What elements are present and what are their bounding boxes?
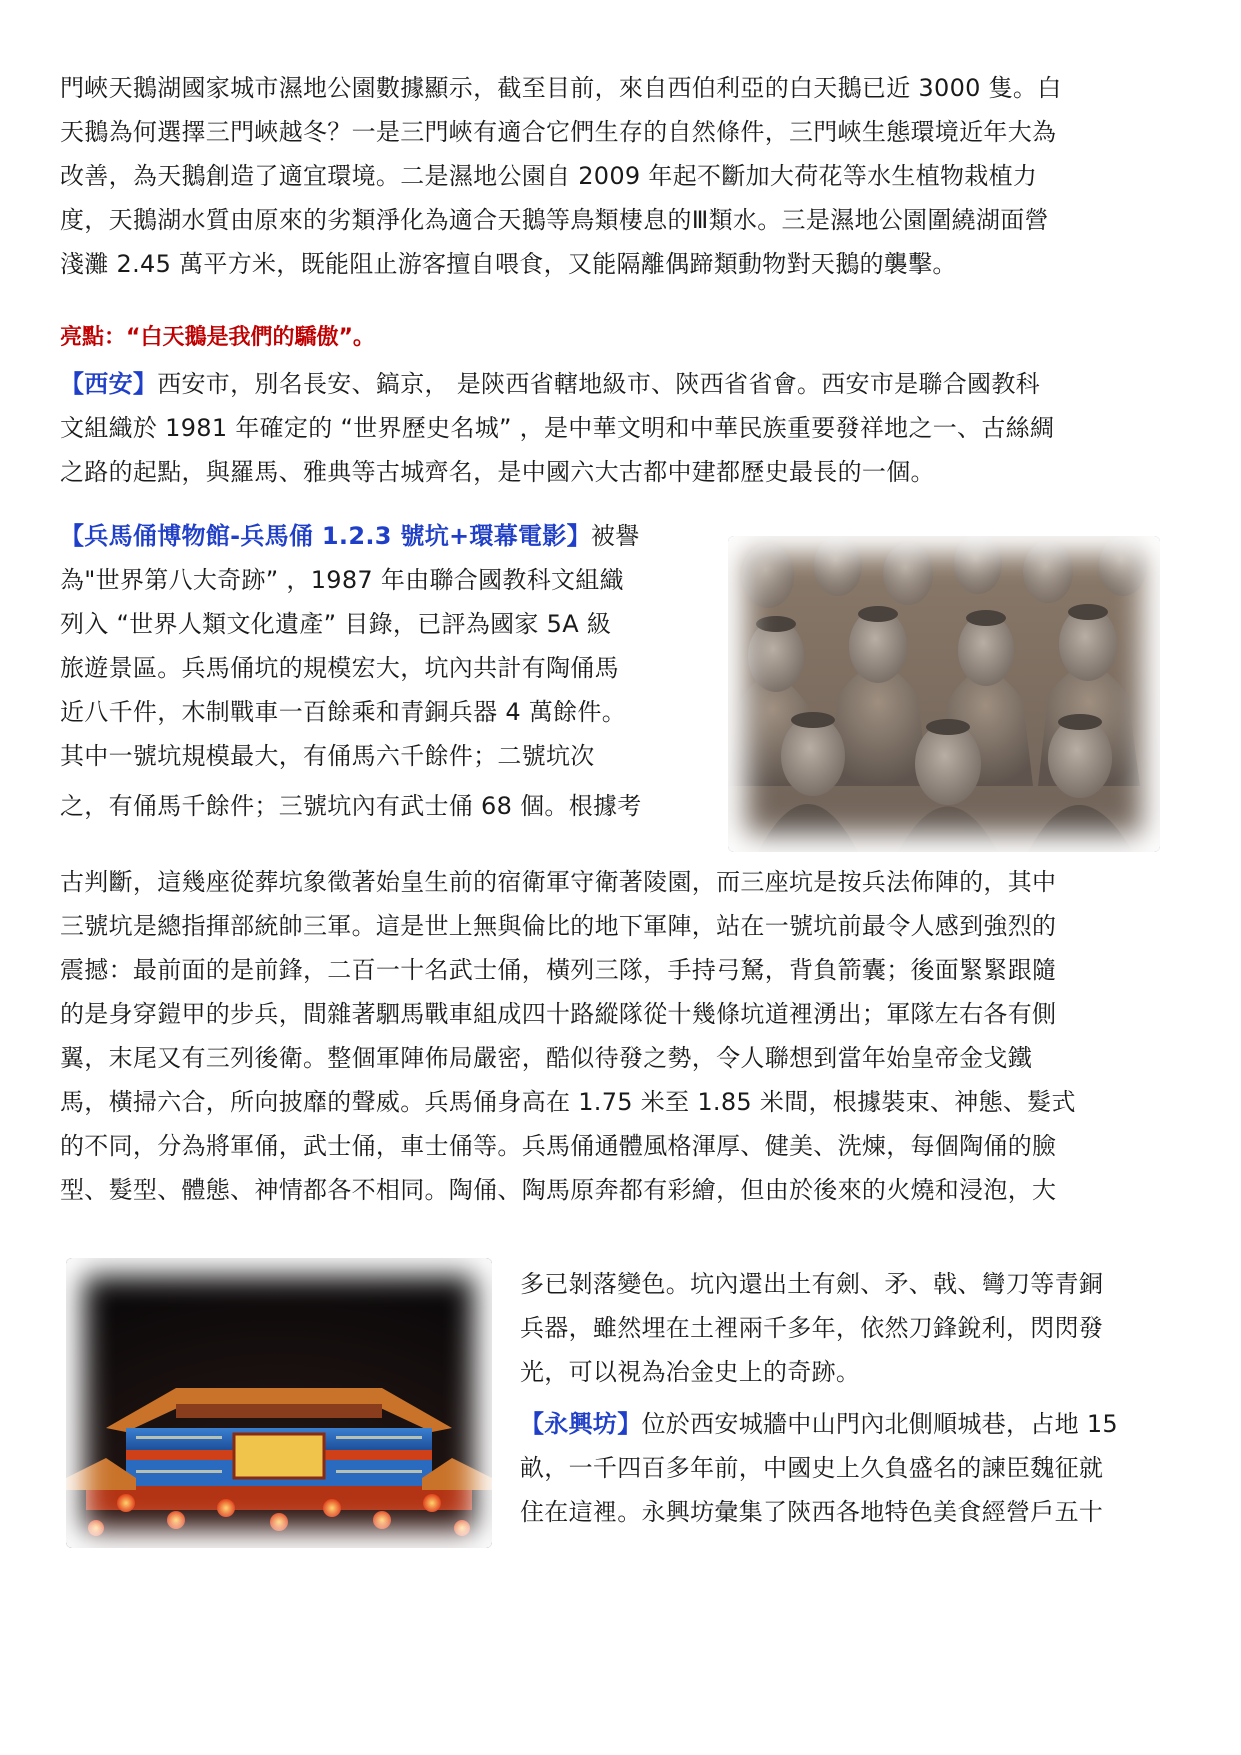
text-line: 為"世界第八大奇跡” ，1987 年由聯合國教科文組織 (60, 566, 624, 594)
text-line: 近八千件，木制戰車一百餘乘和青銅兵器 4 萬餘件。 (60, 698, 627, 726)
text-line (60, 362, 1180, 406)
text-line (60, 514, 700, 558)
text-line: 列入 “世界人類文化遺產” 目錄，已評為國家 5A 級 (60, 610, 612, 638)
text-line: 兵器，雖然埋在土裡兩千多年，依然刀鋒銳利，閃閃發 (520, 1314, 1104, 1342)
paragraph-swan (60, 66, 1180, 286)
text-line: 的是身穿鎧甲的步兵，間雜著駟馬戰車組成四十路縱隊從十幾條坑道裡湧出；軍隊左右各有側 (60, 1000, 1057, 1028)
text-line: 之，有俑馬千餘件；三號坑內有武士俑 68 個。根據考 (60, 792, 642, 820)
yongxingfang-gate-image (66, 1258, 492, 1548)
text-line: 之路的起點，與羅馬、雅典等古城齊名，是中國六大古都中建都歷史最長的一個。 (60, 458, 935, 486)
text-line: 改善，為天鵝創造了適宜環境。二是濕地公園自 2009 年起不斷加大荷花等水生植物栽植力 (60, 162, 1038, 190)
text-line: 震撼：最前面的是前鋒，二百一十名武士俑，橫列三隊，手持弓駑，背負箭囊；後面緊緊跟隨 (60, 956, 1057, 984)
paragraph-yongxingfang (520, 1402, 1185, 1534)
text-line: 古判斷，這幾座從葬坑象徵著始皇生前的宿衛軍守衛著陵園，而三座坑是按兵法佈陣的，其中 (60, 868, 1057, 896)
text-line: 的不同，分為將軍俑，武士俑，車士俑等。兵馬俑通體風格渾厚、健美、洗煉，每個陶俑的臉 (60, 1132, 1057, 1160)
text-line: 文組織於 1981 年確定的 “世界歷史名城” ，是中華文明和中華民族重要發祥地之一、古絲綢 (60, 414, 1055, 442)
section-heading-yongxingfang: 【永興坊】 (520, 1410, 642, 1438)
terracotta-warriors-image (728, 536, 1160, 852)
text-line: 三號坑是總指揮部統帥三軍。這是世上無與倫比的地下軍陣，站在一號坑前最令人感到強烈的 (60, 912, 1057, 940)
text-line: 多已剝落變色。坑內還出土有劍、矛、戟、彎刀等青銅 (520, 1270, 1104, 1298)
text-segment: 被譽 (590, 522, 640, 550)
text-line: 型、髮型、體態、神情都各不相同。陶俑、陶馬原奔都有彩繪，但由於後來的火燒和浸泡，大 (60, 1176, 1057, 1204)
text-line: 其中一號坑規模最大，有俑馬六千餘件；二號坑次 (60, 742, 595, 770)
section-heading-terracotta: 【兵馬俑博物館-兵馬俑 1.2.3 號坑+環幕電影】 (60, 522, 591, 550)
text-segment: 西安市，別名長安、鎬京， 是陝西省轄地級市、陝西省省會。西安市是聯合國教科 (157, 370, 1040, 398)
text-line: 住在這裡。永興坊彙集了陝西各地特色美食經營戶五十 (520, 1498, 1104, 1526)
text-line: 淺灘 2.45 萬平方米，既能阻止游客擅自喂食，又能隔離偶蹄類動物對天鵝的襲擊。 (60, 250, 957, 278)
text-line: 馬，橫掃六合，所向披靡的聲威。兵馬俑身高在 1.75 米至 1.85 米間，根據裝束、神態、髮式 (60, 1088, 1076, 1116)
highlight-line: 亮點：“白天鵝是我們的驕傲”。 (60, 325, 375, 350)
text-segment: 位於西安城牆中山門內北側順城巷，占地 15 (641, 1410, 1118, 1438)
paragraph-terracotta-narrow (60, 514, 700, 828)
section-heading-xian: 【西安】 (60, 370, 158, 398)
paragraph-terracotta-right (520, 1262, 1185, 1394)
terracotta-warriors-illustration (728, 536, 1160, 852)
text-line: 翼，末尾又有三列後衛。整個軍陣佈局嚴密，酷似待發之勢，令人聯想到當年始皇帝金戈鐵 (60, 1044, 1032, 1072)
text-line: 光，可以視為冶金史上的奇跡。 (520, 1358, 861, 1386)
text-line: 旅遊景區。兵馬俑坑的規模宏大，坑內共計有陶俑馬 (60, 654, 619, 682)
yongxingfang-gate-illustration (66, 1258, 492, 1548)
text-line: 門峽天鵝湖國家城市濕地公園數據顯示，截至目前，來自西伯利亞的白天鵝已近 3000 隻。白 (60, 74, 1062, 102)
paragraph-xian (60, 362, 1180, 494)
paragraph-terracotta-wide (60, 860, 1180, 1212)
text-line: 度，天鵝湖水質由原來的劣類淨化為適合天鵝等鳥類棲息的Ⅲ類水。三是濕地公園圍繞湖面營 (60, 206, 1049, 234)
text-line: 畝，一千四百多年前，中國史上久負盛名的諫臣魏征就 (520, 1454, 1104, 1482)
text-line (520, 1402, 1185, 1446)
text-line: 天鵝為何選擇三門峽越冬？一是三門峽有適合它們生存的自然條件，三門峽生態環境近年大為 (60, 118, 1057, 146)
